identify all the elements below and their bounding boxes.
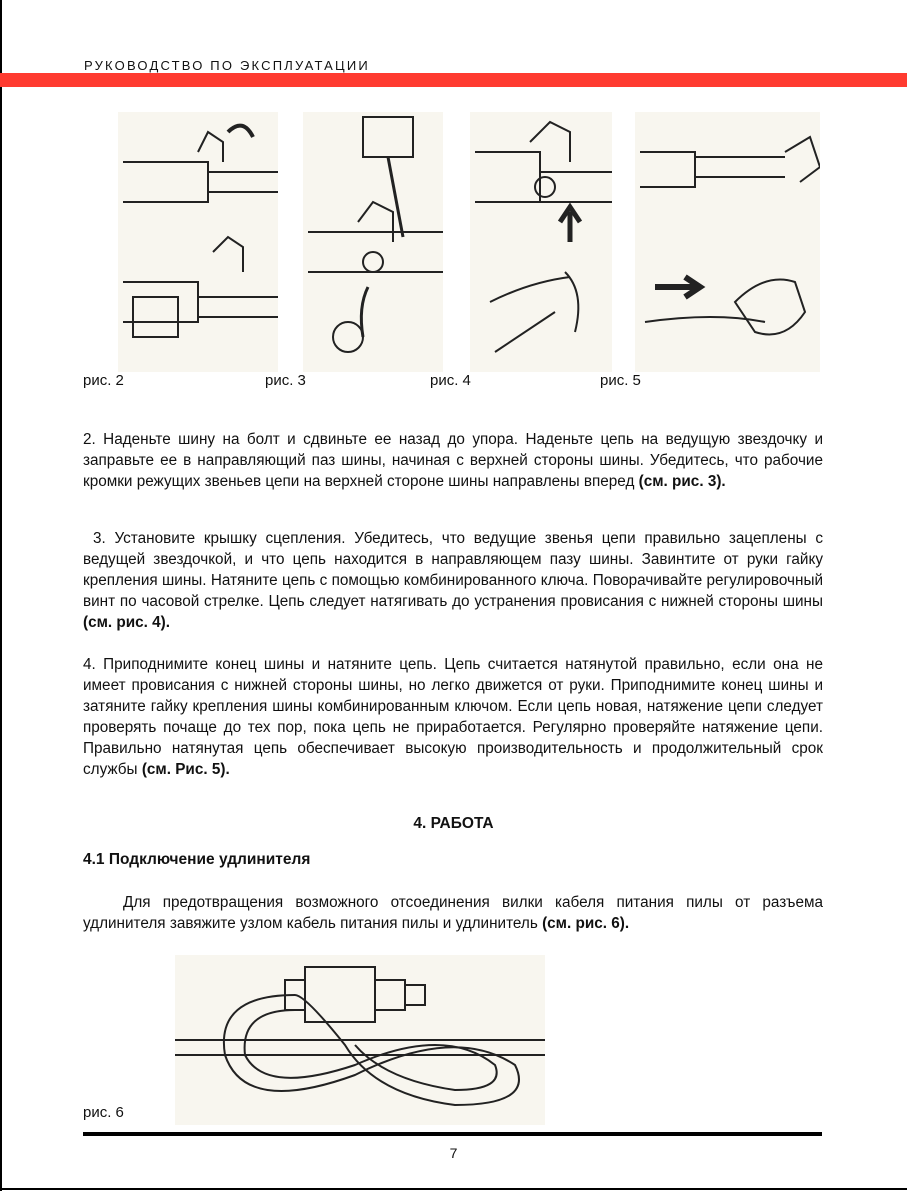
page-border-bottom xyxy=(0,1188,907,1190)
paragraph-extension-cord xyxy=(83,892,823,934)
paragraph-text: Для предотвращения возможного отсоединения вилки кабеля питания пилы от разъема удлинителя завяжите узлом кабель питания пилы и удлинитель xyxy=(83,894,823,932)
page-number: 7 xyxy=(449,1145,458,1161)
figure-3-image xyxy=(303,112,443,372)
paragraph-text: 4. Приподнимите конец шины и натяните цепь. Цепь считается натянутой правильно, если она не имеет провисания с нижней стороны шины, но легко движется от руки. Приподнимите конец шины и затяните гайку крепления шины комбинированным ключом. Если цепь новая, натяжение цепи следует проверять почаще до тех пор, пока цепь не приработается. Регулярно проверяйте натяжение цепи. Правильно натянутая цепь обеспечивает высокую производительность и продолжительный срок службы xyxy=(83,656,823,778)
paragraph-step-2 xyxy=(83,429,823,492)
section-heading: 4. РАБОТА xyxy=(413,815,494,832)
figure-5-image xyxy=(635,112,820,372)
figure-reference: (см. рис. 4). xyxy=(83,614,171,631)
figure-reference: (см. Рис. 5). xyxy=(141,761,230,778)
paragraph-text: 2. Наденьте шину на болт и сдвиньте ее назад до упора. Наденьте цепь на ведущую звездочку и заправьте ее в направляющий паз шины, начиная с верхней стороны шины. Убедитесь, что рабочие кромки режущих звеньев цепи на верхней стороне шины направлены вперед xyxy=(83,431,823,490)
header-red-bar xyxy=(0,73,907,87)
paragraph-step-3 xyxy=(83,528,823,633)
figure-2-image xyxy=(118,112,278,372)
figure-5-caption: рис. 5 xyxy=(600,372,641,389)
footer-rule xyxy=(83,1132,822,1136)
subsection-heading: 4.1 Подключение удлинителя xyxy=(83,851,311,868)
figure-reference: (см. рис. 3). xyxy=(638,473,726,490)
figure-6-caption: рис. 6 xyxy=(83,1104,124,1121)
paragraph-text: 3. Установите крышку сцепления. Убедитесь, что ведущие звенья цепи правильно зацеплены с ведущей звездочкой, и что цепь находится в направляющем пазу шины. Завинтите от руки гайку крепления шины. Натяните цепь с помощью комбинированного ключа. Поворачивайте регулировочный винт по часовой стрелке. Цепь следует натягивать до устранения провисания с нижней стороны шины xyxy=(83,530,823,610)
figure-reference: (см. рис. 6). xyxy=(542,915,630,932)
paragraph-step-4 xyxy=(83,654,823,780)
header-title: РУКОВОДСТВО ПО ЭКСПЛУАТАЦИИ xyxy=(84,58,370,73)
figure-6-image xyxy=(175,955,545,1125)
figure-4-image xyxy=(470,112,612,372)
figure-4-caption: рис. 4 xyxy=(430,372,471,389)
page-border-left xyxy=(0,0,2,1191)
figure-2-caption: рис. 2 xyxy=(83,372,124,389)
figure-3-caption: рис. 3 xyxy=(265,372,306,389)
